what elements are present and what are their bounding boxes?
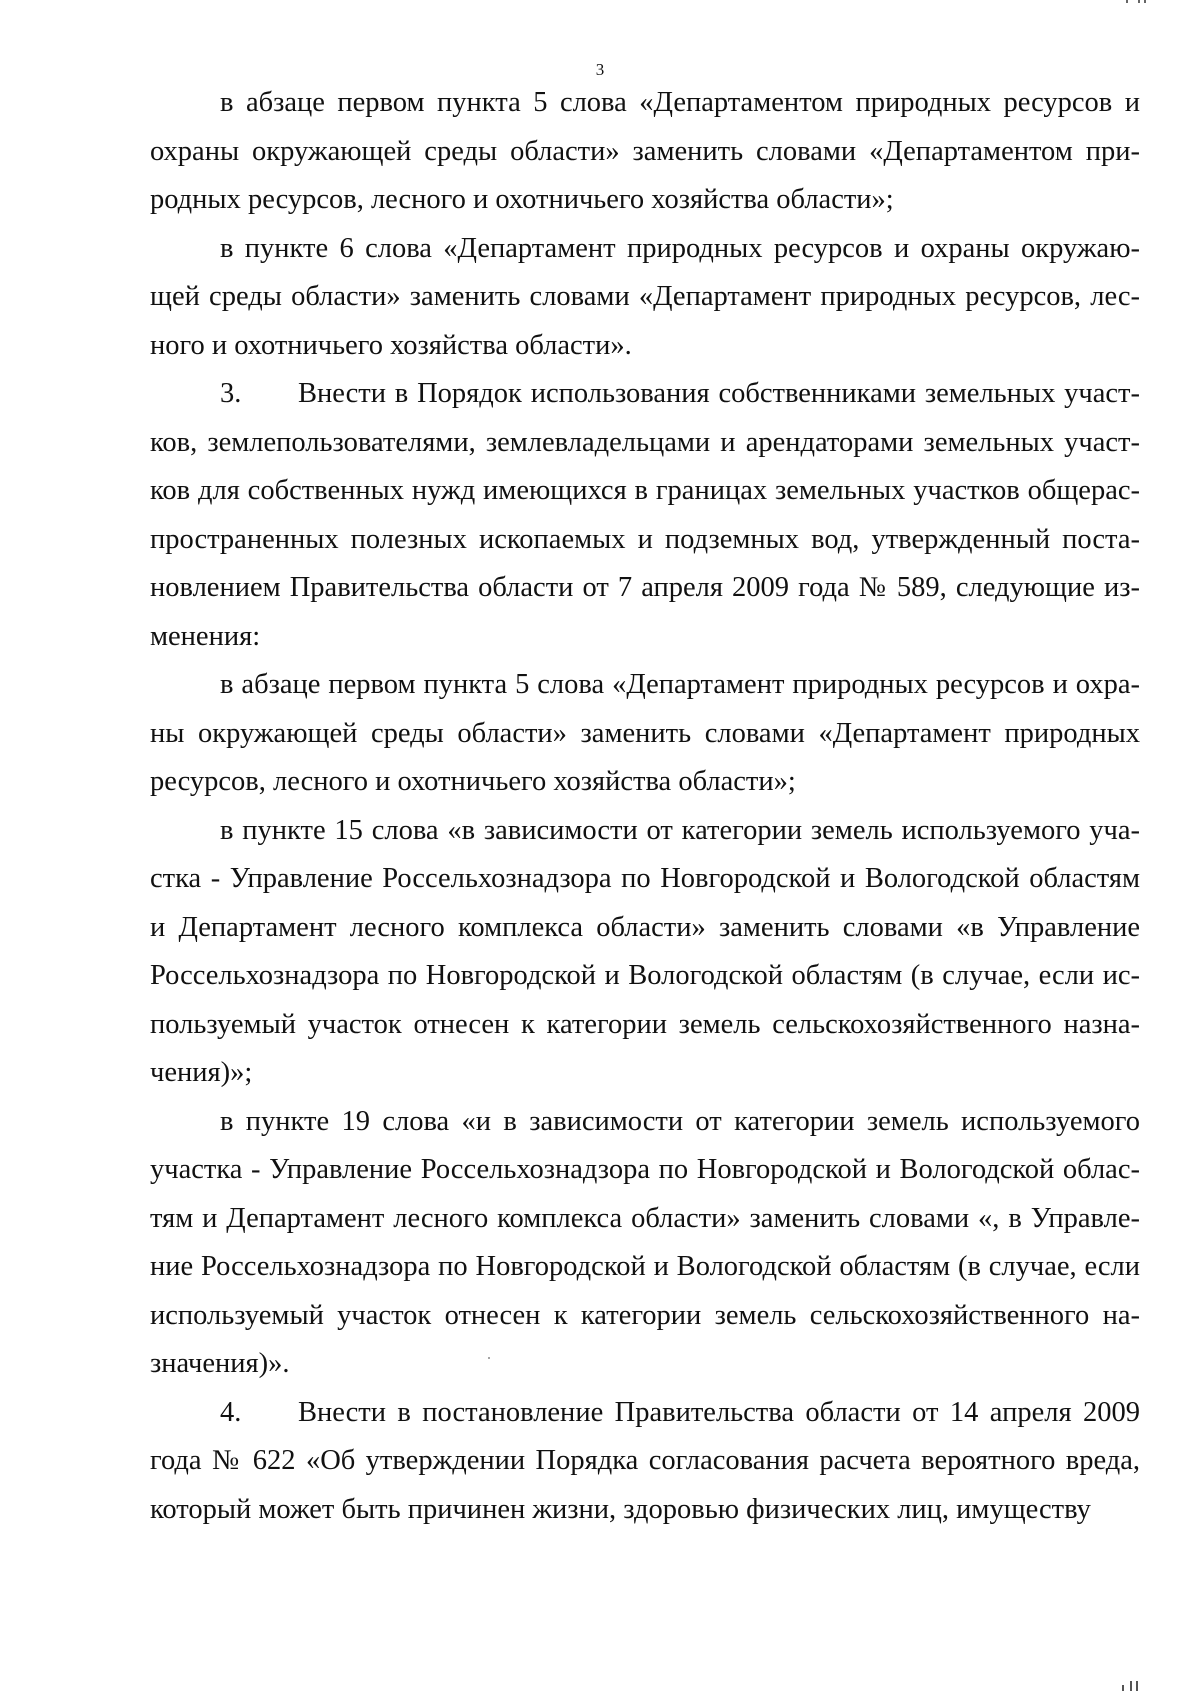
paragraph-clause-6 xyxy=(150,225,1140,371)
paragraph-text: в пункте 15 слова «в зависимости от категории земель используемого участка - Управление Россельхознадзора по Новгородской и Вологодской областям и Департамент лесного комплекса области» заменить словами «в Управление Россельхознадзора по Новгородской и Вологодской областям (в случае, если используемый участок отнесен к категории земель сельскохозяйственного назначения)»; xyxy=(150,814,1140,1088)
paragraph-text: в пункте 19 слова «и в зависимости от категории земель используемого участка - Управление Россельхознадзора по Новгородской и Вологодской областям и Департамент лесного комплекса области» заменить словами «, в Управление Россельхознадзора по Новгородской и Вологодской областям (в случае, если используемый участок отнесен к категории земель сельскохозяйственного назначения)». xyxy=(150,1105,1140,1379)
paragraph-clause-19 xyxy=(150,1098,1140,1389)
paragraph-clause-15 xyxy=(150,807,1140,1098)
paragraph-text: в абзаце первом пункта 5 слова «Департаментом природных ресурсов и охраны окружающей среды области» заменить словами «Департаментом природных ресурсов, лесного и охотничьего хозяйства области»; xyxy=(150,87,1140,215)
item-number: 4. xyxy=(220,1396,242,1428)
document-body xyxy=(150,79,1140,1534)
paragraph-text: в абзаце первом пункта 5 слова «Департамент природных ресурсов и охраны окружающей среды области» заменить словами «Департамент природных ресурсов, лесного и охотничьего хозяйства области»; xyxy=(150,669,1140,797)
paragraph-text: Внести в Порядок использования собственниками земельных участков, землепользователями, землевладельцами и арендаторами земельных участков для собственных нужд имеющихся в границах земельных участков общераспространенных полезных ископаемых и подземных вод, утвержденный постановлением Правительства области от 7 апреля 2009 года № 589, следующие изменения: xyxy=(150,378,1140,652)
paragraph-text: в пункте 6 слова «Департамент природных ресурсов и охраны окружающей среды области» заменить словами «Департамент природных ресурсов, лесного и охотничьего хозяйства области». xyxy=(150,232,1140,361)
scan-artifact-top xyxy=(1118,0,1158,3)
paragraph-item-3 xyxy=(150,370,1140,661)
paragraph-item-4 xyxy=(150,1389,1140,1535)
scan-speck xyxy=(488,1357,490,1359)
scan-artifact-bottom xyxy=(1118,1681,1148,1691)
paragraph-text: Внести в постановление Правительства области от 14 апреля 2009 года № 622 «Об утверждении Порядка согласования расчета вероятного вреда, который может быть причинен жизни, здоровью физических лиц, имуществу xyxy=(150,1396,1140,1525)
item-number: 3. xyxy=(220,378,242,409)
page-number: 3 xyxy=(595,60,605,79)
paragraph-clause-5-abzac xyxy=(150,79,1140,225)
paragraph-clause-5-abzac-2 xyxy=(150,661,1140,807)
